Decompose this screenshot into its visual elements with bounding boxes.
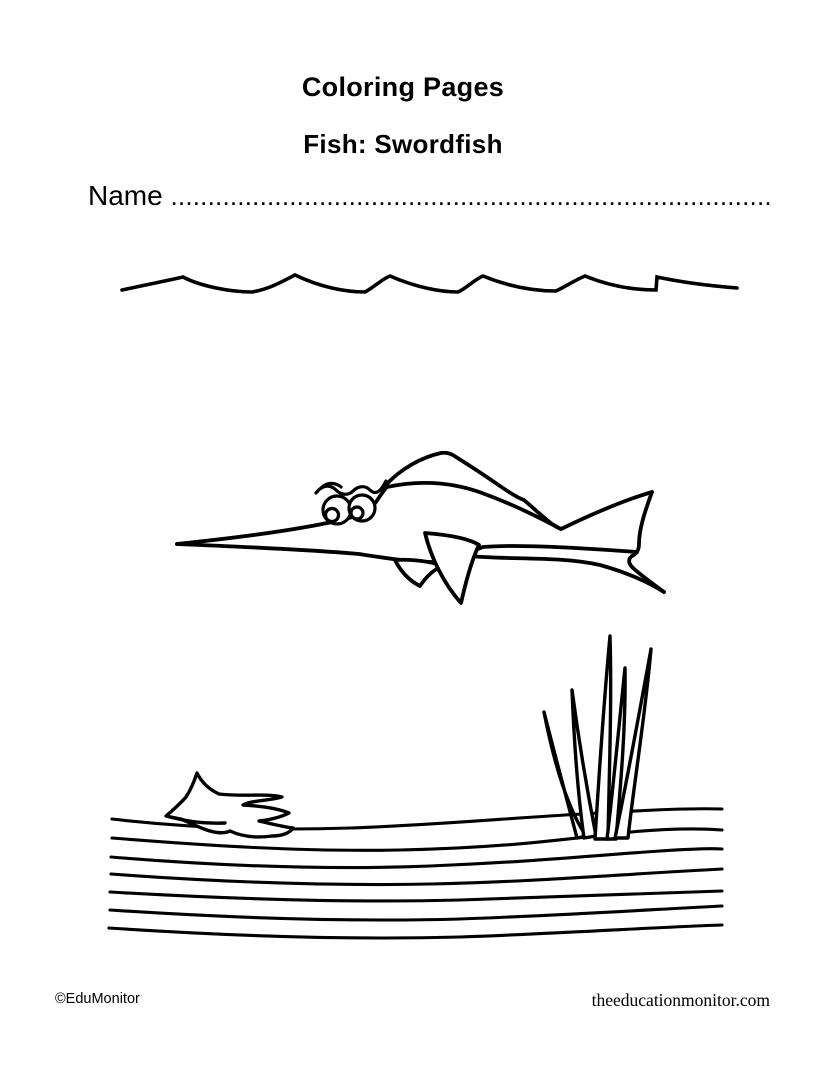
copyright-text: ©EduMonitor [55, 991, 140, 1007]
website-url: theeducationmonitor.com [591, 990, 770, 1010]
water-surface-wave-icon [122, 275, 737, 292]
swordfish-tail-upper [561, 492, 652, 529]
swordfish-back [387, 483, 561, 529]
page-title: Coloring Pages [301, 72, 505, 102]
starfish-icon [166, 773, 293, 837]
swordfish-lower-line [470, 556, 664, 592]
swordfish-eyes [323, 495, 375, 524]
name-dotted-line: ................................................................................. [170, 181, 772, 211]
page-subtitle: Fish: Swordfish [303, 129, 503, 159]
swordfish-eyebrows [316, 481, 386, 494]
swordfish-icon [177, 453, 664, 603]
seagrass-icon [544, 636, 651, 839]
name-label: Name [88, 180, 163, 211]
